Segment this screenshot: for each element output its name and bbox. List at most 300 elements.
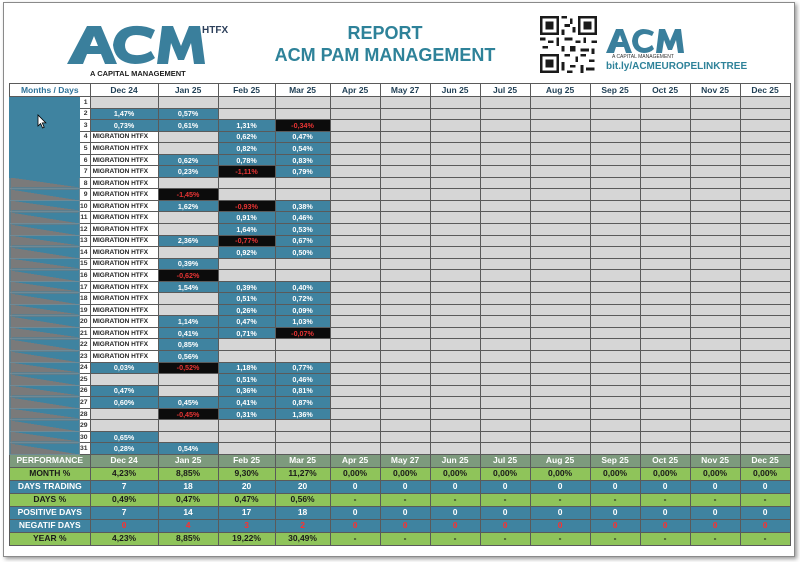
day-value-cell: 1,54% xyxy=(158,281,218,293)
day-value-cell xyxy=(640,235,690,247)
day-value-cell xyxy=(430,189,480,201)
year-pct-row-value: - xyxy=(430,532,480,545)
day-value-cell: 0,77% xyxy=(275,362,330,374)
day-value-cell: MIGRATION HTFX xyxy=(90,189,158,201)
day-value-cell xyxy=(380,120,430,132)
day-value-cell xyxy=(380,281,430,293)
day-value-cell xyxy=(330,224,380,236)
day-row xyxy=(10,258,791,270)
day-value-cell xyxy=(590,212,640,224)
day-value-cell xyxy=(640,108,690,120)
day-value-cell xyxy=(430,374,480,386)
month-pct-row-value: 0,00% xyxy=(430,467,480,480)
day-value-cell xyxy=(690,258,740,270)
day-value-cell xyxy=(590,420,640,432)
negatif-days-row-value: 2 xyxy=(275,519,330,532)
day-value-cell xyxy=(740,143,790,155)
month-pct-row-value: 11,27% xyxy=(275,467,330,480)
side-decoration xyxy=(10,408,80,420)
day-value-cell: MIGRATION HTFX xyxy=(90,316,158,328)
days-trading-row-value: 0 xyxy=(740,480,790,493)
day-value-cell xyxy=(640,166,690,178)
day-value-cell xyxy=(740,131,790,143)
day-value-cell xyxy=(480,97,530,109)
day-value-cell xyxy=(740,339,790,351)
day-row xyxy=(10,293,791,305)
day-value-cell xyxy=(740,154,790,166)
day-number: 15 xyxy=(80,258,91,270)
day-value-cell xyxy=(530,235,590,247)
day-value-cell xyxy=(330,304,380,316)
day-value-cell: MIGRATION HTFX xyxy=(90,177,158,189)
negatif-days-row-value: 0 xyxy=(640,519,690,532)
day-value-cell xyxy=(275,351,330,363)
day-value-cell xyxy=(380,293,430,305)
day-value-cell: 0,39% xyxy=(158,258,218,270)
month-pct-row-label: MONTH % xyxy=(10,467,91,480)
day-number: 12 xyxy=(80,224,91,236)
day-value-cell xyxy=(158,304,218,316)
day-value-cell xyxy=(590,339,640,351)
day-row xyxy=(10,131,791,143)
day-value-cell xyxy=(430,224,480,236)
side-decoration xyxy=(10,351,80,363)
day-number: 16 xyxy=(80,270,91,282)
day-value-cell xyxy=(590,293,640,305)
day-value-cell xyxy=(640,293,690,305)
positive-days-row-value: 0 xyxy=(330,506,380,519)
side-decoration xyxy=(10,420,80,432)
days-trading-row-value: 20 xyxy=(218,480,275,493)
day-value-cell: 0,65% xyxy=(90,431,158,443)
day-value-cell xyxy=(430,281,480,293)
side-decoration xyxy=(10,235,80,247)
day-value-cell xyxy=(640,224,690,236)
day-value-cell xyxy=(158,143,218,155)
day-value-cell xyxy=(330,120,380,132)
year-pct-row xyxy=(10,532,791,545)
days-pct-row-value: 0,47% xyxy=(218,493,275,506)
day-value-cell xyxy=(218,108,275,120)
negatif-days-row-value: 0 xyxy=(430,519,480,532)
days-trading-row-value: 7 xyxy=(90,480,158,493)
negatif-days-row-value: 0 xyxy=(330,519,380,532)
negatif-days-row-value: 3 xyxy=(218,519,275,532)
day-value-cell xyxy=(380,362,430,374)
day-value-cell: MIGRATION HTFX xyxy=(90,235,158,247)
day-value-cell: 0,57% xyxy=(158,108,218,120)
day-value-cell xyxy=(590,316,640,328)
day-value-cell xyxy=(690,362,740,374)
day-value-cell xyxy=(380,108,430,120)
day-value-cell xyxy=(590,327,640,339)
month-header: Jul 25 xyxy=(480,84,530,97)
day-value-cell xyxy=(330,431,380,443)
day-value-cell xyxy=(218,270,275,282)
day-value-cell xyxy=(90,97,158,109)
year-pct-row-label: YEAR % xyxy=(10,532,91,545)
day-value-cell xyxy=(430,108,480,120)
day-value-cell xyxy=(330,408,380,420)
days-pct-row-value: 0,56% xyxy=(275,493,330,506)
month-pct-row-value: 0,00% xyxy=(330,467,380,480)
day-value-cell xyxy=(380,247,430,259)
day-value-cell: MIGRATION HTFX xyxy=(90,212,158,224)
day-value-cell xyxy=(640,304,690,316)
year-pct-row-value: - xyxy=(330,532,380,545)
day-value-cell: MIGRATION HTFX xyxy=(90,247,158,259)
day-row xyxy=(10,339,791,351)
month-header: Dec 24 xyxy=(90,84,158,97)
day-value-cell: 0,36% xyxy=(218,385,275,397)
performance-month: Jun 25 xyxy=(430,454,480,467)
day-value-cell xyxy=(380,397,430,409)
day-value-cell xyxy=(480,189,530,201)
day-value-cell xyxy=(640,397,690,409)
positive-days-row-value: 0 xyxy=(480,506,530,519)
day-value-cell xyxy=(275,443,330,455)
day-value-cell: 0,47% xyxy=(275,131,330,143)
day-value-cell xyxy=(330,316,380,328)
day-value-cell xyxy=(690,247,740,259)
day-value-cell xyxy=(480,270,530,282)
day-value-cell xyxy=(480,258,530,270)
negatif-days-row-label: NEGATIF DAYS xyxy=(10,519,91,532)
day-value-cell xyxy=(430,177,480,189)
day-value-cell xyxy=(590,189,640,201)
day-number: 30 xyxy=(80,431,91,443)
months-header-row xyxy=(10,84,791,97)
day-value-cell xyxy=(330,362,380,374)
day-value-cell: 0,67% xyxy=(275,235,330,247)
day-value-cell xyxy=(590,408,640,420)
day-value-cell: 0,51% xyxy=(218,374,275,386)
day-value-cell xyxy=(330,189,380,201)
day-value-cell: 0,85% xyxy=(158,339,218,351)
day-value-cell xyxy=(480,224,530,236)
day-value-cell: 0,71% xyxy=(218,327,275,339)
positive-days-row-value: 0 xyxy=(590,506,640,519)
performance-month: Dec 25 xyxy=(740,454,790,467)
days-pct-row-label: DAYS % xyxy=(10,493,91,506)
day-value-cell xyxy=(690,385,740,397)
day-value-cell xyxy=(330,281,380,293)
day-value-cell xyxy=(480,235,530,247)
day-value-cell xyxy=(430,408,480,420)
day-value-cell xyxy=(690,224,740,236)
day-value-cell: -0,62% xyxy=(158,270,218,282)
day-value-cell xyxy=(590,258,640,270)
day-value-cell xyxy=(430,293,480,305)
day-value-cell xyxy=(158,97,218,109)
day-value-cell xyxy=(430,200,480,212)
day-value-cell xyxy=(275,270,330,282)
day-value-cell xyxy=(380,443,430,455)
day-value-cell xyxy=(690,397,740,409)
day-value-cell: MIGRATION HTFX xyxy=(90,143,158,155)
day-value-cell: MIGRATION HTFX xyxy=(90,224,158,236)
day-value-cell: 0,73% xyxy=(90,120,158,132)
day-value-cell: 1,31% xyxy=(218,120,275,132)
performance-month: May 27 xyxy=(380,454,430,467)
day-value-cell: 0,50% xyxy=(275,247,330,259)
day-value-cell xyxy=(690,235,740,247)
day-row xyxy=(10,420,791,432)
day-value-cell xyxy=(480,327,530,339)
day-value-cell xyxy=(380,97,430,109)
day-value-cell xyxy=(740,397,790,409)
day-value-cell xyxy=(430,351,480,363)
day-value-cell: 0,62% xyxy=(218,131,275,143)
day-value-cell xyxy=(430,316,480,328)
days-pct-row-value: - xyxy=(590,493,640,506)
day-value-cell: 1,62% xyxy=(158,200,218,212)
day-value-cell: 0,82% xyxy=(218,143,275,155)
day-value-cell xyxy=(158,131,218,143)
day-value-cell xyxy=(530,108,590,120)
day-value-cell xyxy=(740,327,790,339)
day-value-cell: MIGRATION HTFX xyxy=(90,270,158,282)
summary-section xyxy=(10,454,791,545)
day-value-cell xyxy=(380,385,430,397)
day-value-cell: 2,36% xyxy=(158,235,218,247)
day-value-cell xyxy=(380,177,430,189)
day-value-cell xyxy=(740,97,790,109)
day-row xyxy=(10,143,791,155)
negatif-days-row-value: 4 xyxy=(158,519,218,532)
month-header: Aug 25 xyxy=(530,84,590,97)
day-value-cell xyxy=(590,443,640,455)
performance-month: Mar 25 xyxy=(275,454,330,467)
cursor-arrow-icon xyxy=(37,114,48,129)
day-row xyxy=(10,97,791,109)
day-value-cell xyxy=(590,247,640,259)
side-decoration xyxy=(10,431,80,443)
day-value-cell: 1,14% xyxy=(158,316,218,328)
positive-days-row-value: 0 xyxy=(430,506,480,519)
day-value-cell xyxy=(480,385,530,397)
day-value-cell xyxy=(330,200,380,212)
day-value-cell: 0,41% xyxy=(218,397,275,409)
title-line-2: ACM PAM MANAGEMENT xyxy=(274,45,496,65)
acm-logo-small-icon xyxy=(604,25,689,55)
day-value-cell xyxy=(740,281,790,293)
day-value-cell xyxy=(690,177,740,189)
day-value-cell: MIGRATION HTFX xyxy=(90,131,158,143)
day-value-cell xyxy=(275,420,330,432)
day-value-cell xyxy=(530,385,590,397)
day-value-cell: -0,77% xyxy=(218,235,275,247)
day-value-cell xyxy=(690,431,740,443)
day-value-cell xyxy=(530,97,590,109)
day-row xyxy=(10,316,791,328)
day-value-cell xyxy=(275,177,330,189)
side-decoration xyxy=(10,177,80,189)
day-value-cell xyxy=(158,431,218,443)
days-pct-row-value: - xyxy=(640,493,690,506)
day-value-cell xyxy=(530,420,590,432)
days-trading-row-value: 0 xyxy=(330,480,380,493)
side-decoration xyxy=(10,131,80,143)
day-value-cell xyxy=(640,97,690,109)
day-number: 24 xyxy=(80,362,91,374)
day-value-cell xyxy=(740,200,790,212)
side-decoration xyxy=(10,200,80,212)
day-value-cell xyxy=(740,270,790,282)
day-row xyxy=(10,235,791,247)
day-value-cell xyxy=(275,339,330,351)
day-value-cell xyxy=(690,327,740,339)
day-value-cell xyxy=(590,177,640,189)
day-value-cell: MIGRATION HTFX xyxy=(90,327,158,339)
day-value-cell xyxy=(380,200,430,212)
day-number: 3 xyxy=(80,120,91,132)
month-header: Jan 25 xyxy=(158,84,218,97)
days-pct-row-value: - xyxy=(690,493,740,506)
day-value-cell: 0,83% xyxy=(275,154,330,166)
negatif-days-row-value: 0 xyxy=(690,519,740,532)
qr-code-icon xyxy=(540,16,597,73)
day-row xyxy=(10,154,791,166)
performance-month: Aug 25 xyxy=(530,454,590,467)
negatif-days-row-value: 0 xyxy=(590,519,640,532)
day-number: 31 xyxy=(80,443,91,455)
day-value-cell xyxy=(430,397,480,409)
month-header: Mar 25 xyxy=(275,84,330,97)
day-value-cell: -0,52% xyxy=(158,362,218,374)
day-number: 11 xyxy=(80,212,91,224)
month-header: Sep 25 xyxy=(590,84,640,97)
year-pct-row-value: 30,49% xyxy=(275,532,330,545)
day-value-cell xyxy=(158,247,218,259)
day-value-cell: 0,26% xyxy=(218,304,275,316)
day-value-cell xyxy=(740,362,790,374)
day-number: 1 xyxy=(80,97,91,109)
logo2-subtitle: A CAPITAL MANAGEMENT xyxy=(612,54,674,60)
day-value-cell xyxy=(640,131,690,143)
day-number: 18 xyxy=(80,293,91,305)
day-value-cell xyxy=(430,154,480,166)
side-decoration xyxy=(10,293,80,305)
day-value-cell: 0,62% xyxy=(158,154,218,166)
positive-days-row-value: 0 xyxy=(530,506,590,519)
day-value-cell xyxy=(380,304,430,316)
day-number: 5 xyxy=(80,143,91,155)
day-value-cell xyxy=(640,408,690,420)
day-row xyxy=(10,362,791,374)
day-value-cell xyxy=(330,143,380,155)
day-value-cell xyxy=(640,200,690,212)
year-pct-row-value: - xyxy=(740,532,790,545)
day-value-cell xyxy=(530,247,590,259)
side-decoration xyxy=(10,154,80,166)
day-value-cell xyxy=(330,212,380,224)
day-value-cell xyxy=(640,154,690,166)
day-value-cell xyxy=(590,200,640,212)
day-value-cell: 0,47% xyxy=(90,385,158,397)
day-value-cell xyxy=(380,374,430,386)
day-value-cell xyxy=(90,374,158,386)
day-value-cell xyxy=(690,351,740,363)
day-value-cell xyxy=(330,420,380,432)
day-value-cell xyxy=(380,327,430,339)
day-value-cell: 0,23% xyxy=(158,166,218,178)
day-value-cell: 0,56% xyxy=(158,351,218,363)
day-value-cell: 0,41% xyxy=(158,327,218,339)
day-value-cell xyxy=(480,281,530,293)
positive-days-row-value: 0 xyxy=(640,506,690,519)
day-value-cell xyxy=(480,374,530,386)
day-value-cell xyxy=(218,443,275,455)
day-value-cell xyxy=(380,166,430,178)
day-value-cell: -1,45% xyxy=(158,189,218,201)
performance-month: Jul 25 xyxy=(480,454,530,467)
day-value-cell xyxy=(430,166,480,178)
day-value-cell xyxy=(430,247,480,259)
day-value-cell xyxy=(640,327,690,339)
day-value-cell: 0,53% xyxy=(275,224,330,236)
day-value-cell xyxy=(480,351,530,363)
day-value-cell xyxy=(530,408,590,420)
month-pct-row-value: 8,85% xyxy=(158,467,218,480)
day-row xyxy=(10,385,791,397)
day-value-cell xyxy=(330,339,380,351)
days-trading-row-value: 20 xyxy=(275,480,330,493)
day-value-cell xyxy=(430,120,480,132)
daily-returns-body xyxy=(10,97,791,455)
day-value-cell xyxy=(690,316,740,328)
day-value-cell xyxy=(158,385,218,397)
day-value-cell xyxy=(640,420,690,432)
acm-logo-icon xyxy=(65,18,245,80)
day-value-cell xyxy=(530,166,590,178)
day-value-cell: 0,28% xyxy=(90,443,158,455)
day-value-cell xyxy=(380,235,430,247)
day-value-cell: 0,61% xyxy=(158,120,218,132)
day-value-cell xyxy=(530,327,590,339)
day-value-cell xyxy=(640,270,690,282)
days-pct-row-value: - xyxy=(330,493,380,506)
day-value-cell xyxy=(690,212,740,224)
days-trading-row xyxy=(10,480,791,493)
day-value-cell: 0,47% xyxy=(218,316,275,328)
side-decoration xyxy=(10,97,80,109)
day-value-cell xyxy=(530,143,590,155)
day-number: 22 xyxy=(80,339,91,351)
day-value-cell xyxy=(640,177,690,189)
day-value-cell xyxy=(380,143,430,155)
day-value-cell xyxy=(275,189,330,201)
year-pct-row-value: - xyxy=(640,532,690,545)
side-decoration xyxy=(10,224,80,236)
day-value-cell xyxy=(380,258,430,270)
day-value-cell xyxy=(480,431,530,443)
negatif-days-row-value: 0 xyxy=(90,519,158,532)
day-value-cell xyxy=(275,431,330,443)
performance-month: Feb 25 xyxy=(218,454,275,467)
day-row xyxy=(10,120,791,132)
day-value-cell xyxy=(590,362,640,374)
linktree-link[interactable]: bit.ly/ACMEUROPELINKTREE xyxy=(606,61,748,72)
report-title xyxy=(260,22,510,66)
day-value-cell xyxy=(530,304,590,316)
days-pct-row-value: - xyxy=(480,493,530,506)
day-value-cell: 0,54% xyxy=(275,143,330,155)
side-decoration xyxy=(10,385,80,397)
day-value-cell xyxy=(690,281,740,293)
day-value-cell xyxy=(640,143,690,155)
day-value-cell xyxy=(640,385,690,397)
